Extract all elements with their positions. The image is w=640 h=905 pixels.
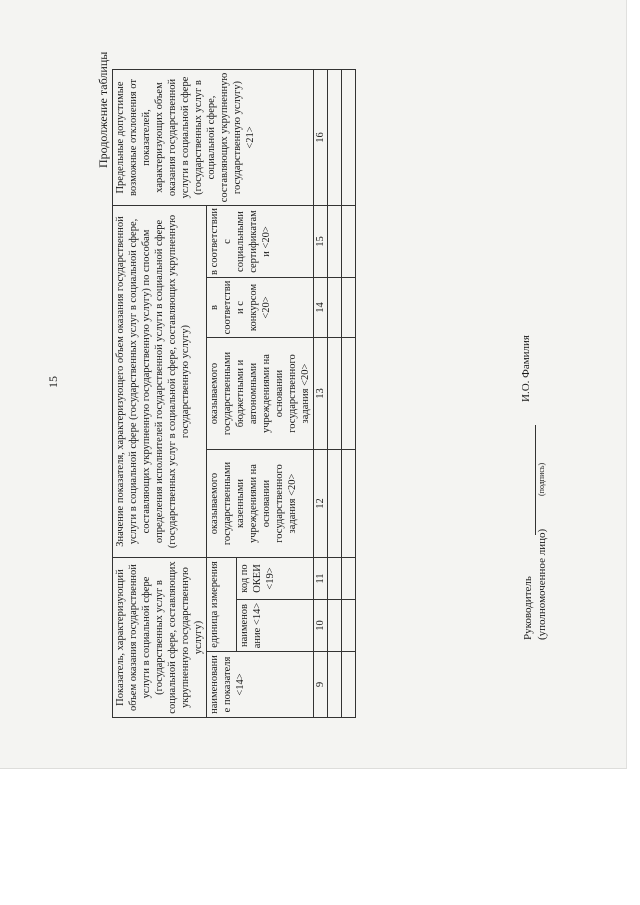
header-indicator-name: наименование показателя <14> [207,652,314,718]
signature-head-label: Руководитель [522,576,534,640]
header-unit: единица измерения [207,558,237,652]
table-row [328,70,342,718]
header-unit-name: наименование <14> [236,600,313,652]
col-number: 11 [314,558,328,600]
col-number: 13 [314,338,328,450]
signature-caption: (подпись) [537,462,546,496]
table-row [342,70,356,718]
header-indicator: Показатель, характеризующий объем оказания государственной услуги в социальной сфере (государственных услуг в социальной сфере, составляющих укрупненную государственную услугу) [113,558,207,718]
signature-authorized-label: (уполномоченное лицо) [536,528,548,640]
header-value: Значение показателя, характеризующего объем оказания государственной услуги в социальной сфере (государственных услуг в социальной сфере, составляющих укрупненную государственную услугу) по способам определения исполнителей государственной услуги в социальной сфере (государственных услуг в социальной сфере, составляющих укрупненную государственную услугу) [113,206,207,558]
page-number: 15 [46,376,60,388]
col-number: 12 [314,450,328,558]
column-number-row [314,70,328,718]
data-table [112,69,356,718]
header-col13: оказываемого государственными бюджетными и автономными учреждениями на основании государственного задания <20> [207,338,314,450]
header-col14: в соответствии с конкурсом <20> [207,278,314,338]
col-number: 9 [314,652,328,718]
header-col12: оказываемого государственными казенными учреждениями на основании государственного задания <20> [207,450,314,558]
col-number: 10 [314,600,328,652]
header-unit-code: код по ОКЕИ <19> [236,558,313,600]
col-number: 15 [314,206,328,278]
continuation-label: Продолжение таблицы [96,51,110,168]
header-col15: в соответствии с социальными сертификатами <20> [207,206,314,278]
col-number: 16 [314,70,328,206]
col-number: 14 [314,278,328,338]
signature-line [535,425,536,535]
signature-name: И.О. Фамилия [520,335,532,402]
header-limits: Предельные допустимые возможные отклонения от показателей, характеризующих объем оказания государственной услуги в социальной сфере (государственных услуг в социальной сфере, составляющих укрупненную государственную услугу) <21> [113,70,314,206]
